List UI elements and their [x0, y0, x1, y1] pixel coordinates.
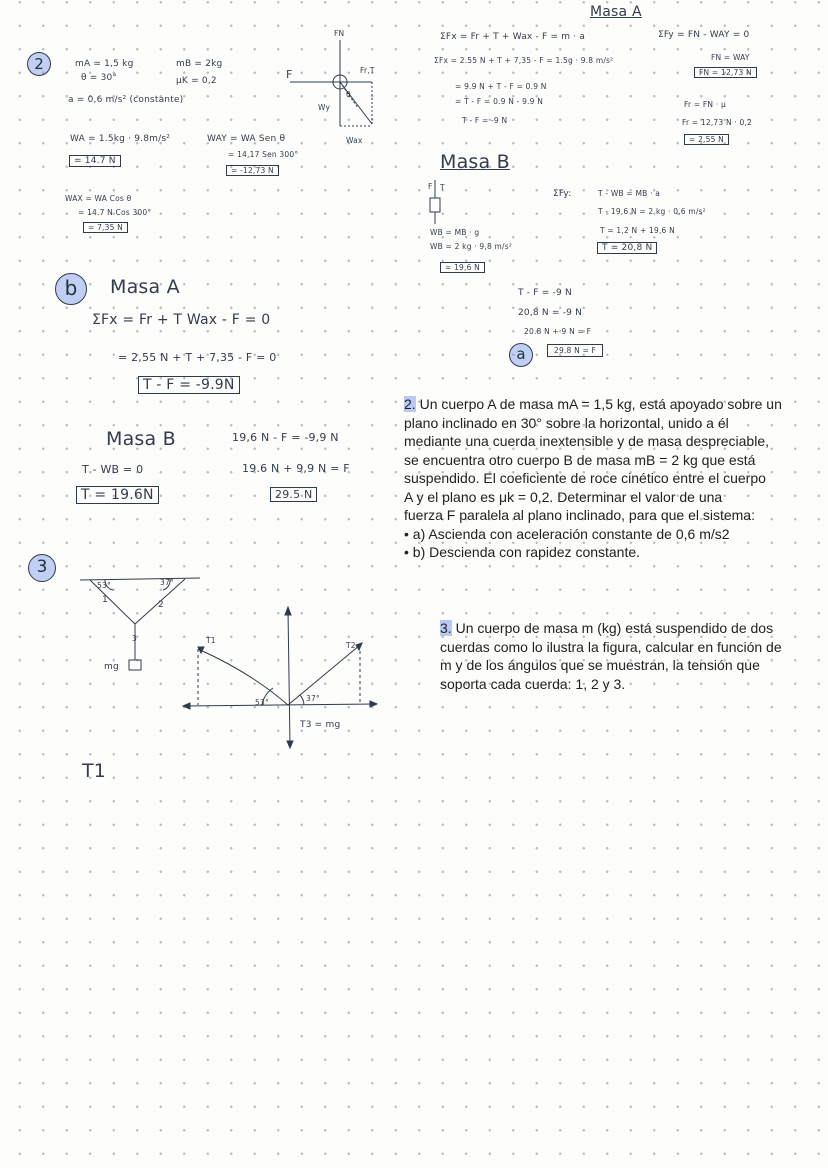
- problem-2-number: 2.: [404, 396, 416, 412]
- problem-3-line: soporta cada cuerda: 1, 2 y 3.: [440, 675, 626, 692]
- fig-fr-label: Fr,T: [360, 66, 375, 75]
- wb-sub: WB = 2 kg · 9,8 m/s²: [430, 242, 513, 251]
- fn-eq: FN = WAY: [711, 53, 750, 62]
- fig-theta-label: θ: [346, 90, 351, 99]
- b-eq-2: T - 19,6 N = 2 kg · 0,6 m/s²: [598, 207, 706, 216]
- problem-3-line: cuerdas como lo ilustra la figura, calcular en función de: [440, 638, 782, 655]
- fig-wx-label: Wax: [346, 136, 363, 145]
- weight-a-calc: WA = 1.5kg · 9.8m/s²: [70, 134, 171, 144]
- p3-t3-label: T3 = mg: [300, 720, 341, 730]
- fn-result: FN = 12,73 N: [694, 67, 757, 78]
- fig-b-t: T: [440, 183, 445, 192]
- a-step-1: = 9.9 N + T - F = 0.9 N: [455, 82, 547, 91]
- p3-cord-2: 2: [158, 600, 164, 610]
- problem-2-line: • a) Ascienda con aceleración constante de 0,6 m/s2: [404, 525, 730, 542]
- masa-a-heading: Masa A: [590, 4, 642, 20]
- p3-angle-37-b: 37°: [306, 694, 320, 703]
- a-step-2: = T - F = 0.9 N - 9.9 N: [455, 97, 544, 106]
- b-force-eq-1: 19,6 N - F = -9,9 N: [232, 431, 339, 444]
- weight-a-result: = 14.7 N: [69, 155, 121, 167]
- uk-given: μK = 0,2: [176, 76, 217, 86]
- wax-formula: WAX = WA Cos θ: [65, 194, 132, 203]
- problem-2-line: fuerza F paralela al plano inclinado, para que el sistema:: [404, 507, 755, 523]
- final-eq-3: 20.8 N + 9 N = F: [524, 327, 592, 336]
- final-force-a: 29.8 N = F: [547, 344, 603, 357]
- b-force-eq-2: 19.6 N + 9,9 N = F: [242, 462, 350, 475]
- way-sub: = 14,17 Sen 300°: [228, 150, 299, 159]
- problem-2-line: A y el plano es μk = 0,2. Determinar el valor de una: [404, 488, 723, 505]
- way-result: = -12,73 N: [226, 165, 279, 176]
- mass-b-given: mB = 2kg: [176, 59, 223, 69]
- b-sum-fx-sub: = 2,55 N + T + 7,35 - F = 0: [118, 351, 277, 364]
- wax-sub: = 14.7 N Cos 300°: [78, 208, 152, 217]
- final-eq-1: T - F = -9 N: [518, 288, 572, 298]
- part-a-marker: a: [509, 343, 533, 367]
- masa-a-heading-b: Masa A: [110, 276, 180, 298]
- b-sum-fx: ΣFx = Fr + T Wax - F = 0: [92, 312, 271, 328]
- problem-3-line: 3. Un cuerpo de masa m (kg) está suspendido de dos: [440, 620, 774, 636]
- fr-result: = 2,55 N: [684, 134, 729, 145]
- masa-b-heading: Masa B: [440, 151, 510, 173]
- problem-2-line: suspendido. El coeficiente de roce cinético entre el cuerpo: [404, 470, 766, 486]
- p3-angle-37: 37°: [160, 578, 174, 587]
- sum-fy-a: ΣFy = FN - WAY = 0: [658, 30, 750, 40]
- problem-3-number: 3.: [440, 620, 452, 636]
- sum-fy-b: ΣFy:: [553, 189, 572, 199]
- problem-3-line: m y de los ángulos que se muestran, la tensión que: [440, 657, 760, 673]
- b-tension-b-result: T = 19.6N: [76, 486, 159, 504]
- b-eq-3: T = 1,2 N + 19,6 N: [600, 226, 675, 235]
- sum-fx-sub-a: ΣFx = 2.55 N + T + 7,35 - F = 1.5g · 9.8 m/s²: [434, 56, 614, 65]
- fr-formula: Fr = FN · μ: [684, 100, 726, 109]
- problem-3-marker: 3: [28, 554, 56, 582]
- problem-2-marker: 2: [27, 52, 51, 76]
- part-b-marker: b: [55, 273, 87, 305]
- p3-cord-3: 3: [132, 634, 137, 643]
- b-tension-final: T = 20,8 N: [597, 242, 657, 254]
- p3-mg: mg: [104, 662, 119, 672]
- b-tension-result: T - F = -9.9N: [138, 376, 240, 394]
- acceleration-given: a = 0,6 m/s² (constante): [68, 95, 184, 105]
- p3-t2-label: T2: [346, 641, 356, 650]
- final-eq-2: 20,8 N = -9 N: [518, 308, 583, 318]
- sum-fx-ma: ΣFx = Fr + T + Wax - F = m · a: [440, 32, 586, 42]
- mass-a-given: mA = 1,5 kg: [75, 59, 134, 69]
- p3-t1-label: T1: [206, 636, 216, 645]
- fig-f-label: F: [286, 68, 293, 81]
- p3-cord-1: 1: [102, 595, 108, 605]
- b-mass-b-eq: T - WB = 0: [82, 463, 144, 476]
- problem-2-line: • b) Descienda con rapidez constante.: [404, 544, 641, 560]
- problem-2-line: se encuentra otro cuerpo B de masa mB = 2 kg que está: [404, 451, 756, 468]
- fr-sub: Fr = 12,73 N · 0,2: [682, 118, 753, 127]
- p3-angle-53-b: 53°: [255, 698, 269, 707]
- p3-t1-note: T1: [82, 760, 107, 782]
- b-force-result: 29.5 N: [270, 487, 317, 502]
- problem-2-line: 2. Un cuerpo A de masa mA = 1,5 kg, está apoyado sobre un: [404, 396, 782, 412]
- wb-formula: WB = MB · g: [430, 228, 480, 237]
- theta-given: θ = 30°: [81, 73, 118, 83]
- problem-2-line: plano inclinado en 30° sobre la horizontal, unido a él: [404, 414, 729, 431]
- fig-wy-label: Wy: [318, 103, 331, 112]
- way-formula: WAY = WA Sen θ: [207, 134, 286, 144]
- problem-3-statement: [440, 619, 810, 693]
- wb-result: = 19,6 N: [440, 262, 485, 273]
- fig-b-f: F: [428, 182, 433, 191]
- a-step-3: T - F = -9 N: [462, 116, 508, 125]
- p3-angle-53: 53°: [97, 581, 111, 590]
- problem-2-line: mediante una cuerda inextensible y de masa despreciable,: [404, 433, 770, 449]
- wax-result: = 7,35 N: [83, 222, 128, 233]
- masa-b-heading-b: Masa B: [106, 428, 176, 450]
- fig-fn-label: FN: [334, 29, 345, 38]
- b-eq-1: T - WB = MB · a: [598, 189, 661, 198]
- problem-2-statement: [404, 395, 794, 562]
